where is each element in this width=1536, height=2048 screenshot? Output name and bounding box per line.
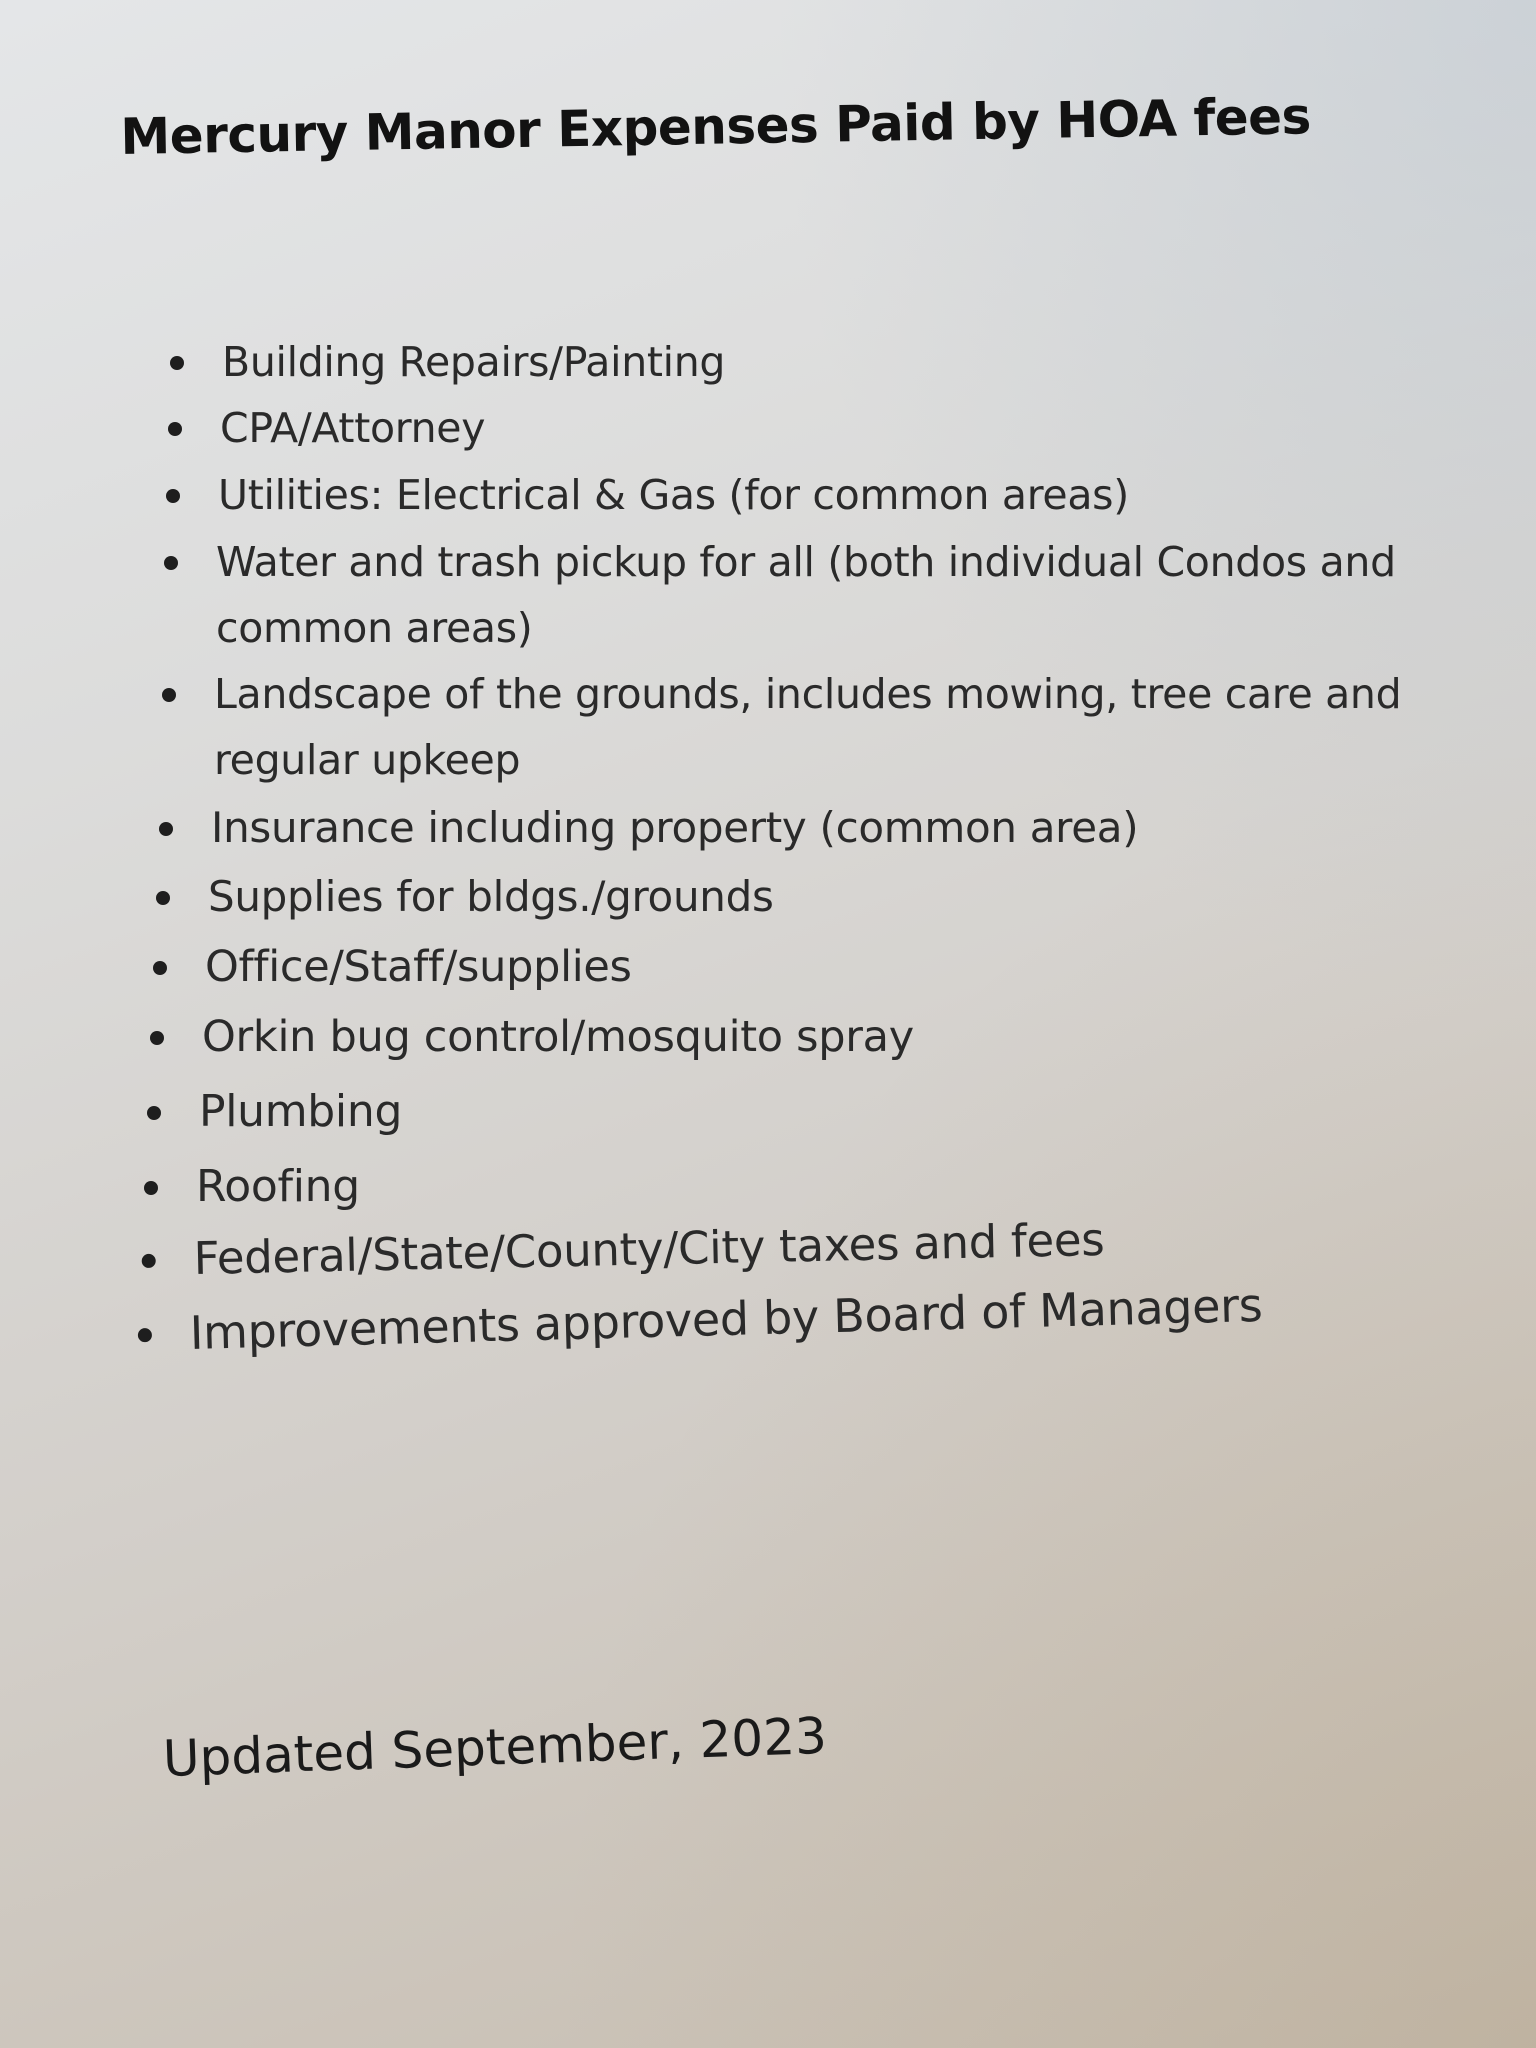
list-item-text: Federal/State/County/City taxes and fees	[193, 1212, 1105, 1285]
list-item	[214, 661, 1401, 793]
list-item	[222, 329, 725, 395]
updated-date: Updated September, 2023	[162, 1706, 828, 1788]
list-item-text-continued: common areas)	[216, 604, 533, 652]
list-item	[220, 395, 485, 461]
list-item-text: Office/Staff/supplies	[205, 942, 632, 992]
bullet-icon	[164, 556, 178, 570]
list-item-text: Insurance including property (common area)	[211, 803, 1139, 852]
list-item	[216, 529, 1396, 661]
list-item-text: Orkin bug control/mosquito spray	[202, 1012, 914, 1062]
bullet-icon	[166, 489, 180, 503]
bullet-icon	[144, 1181, 158, 1195]
bullet-icon	[138, 1328, 152, 1342]
bullet-icon	[162, 688, 176, 702]
list-item	[205, 934, 632, 1000]
list-item-text: Water and trash pickup for all (both individual Condos and	[216, 538, 1396, 586]
bullet-icon	[153, 961, 167, 975]
list-item	[211, 795, 1138, 861]
list-item-text: Improvements approved by Board of Managers	[189, 1277, 1264, 1360]
list-item-text: Supplies for bldgs./grounds	[208, 872, 774, 921]
list-item	[202, 1004, 914, 1070]
bullet-icon	[142, 1254, 156, 1268]
bullet-icon	[150, 1031, 164, 1045]
list-item-text: Roofing	[196, 1161, 360, 1212]
bullet-icon	[159, 822, 173, 836]
list-item-text: Utilities: Electrical & Gas (for common areas)	[218, 471, 1129, 519]
list-item-text: CPA/Attorney	[220, 404, 486, 452]
bullet-icon	[147, 1106, 161, 1120]
bullet-icon	[170, 356, 184, 370]
list-item-text: Plumbing	[199, 1086, 403, 1137]
list-item-text: Landscape of the grounds, includes mowing, tree care and	[214, 670, 1402, 718]
document-title: Mercury Manor Expenses Paid by HOA fees	[120, 87, 1312, 166]
list-item	[218, 462, 1129, 528]
list-item-text: Building Repairs/Painting	[222, 338, 726, 386]
list-item-text-continued: regular upkeep	[214, 736, 521, 784]
bullet-icon	[156, 891, 170, 905]
bullet-icon	[168, 422, 182, 436]
list-item	[196, 1154, 360, 1220]
list-item	[199, 1079, 402, 1145]
list-item	[208, 864, 774, 930]
